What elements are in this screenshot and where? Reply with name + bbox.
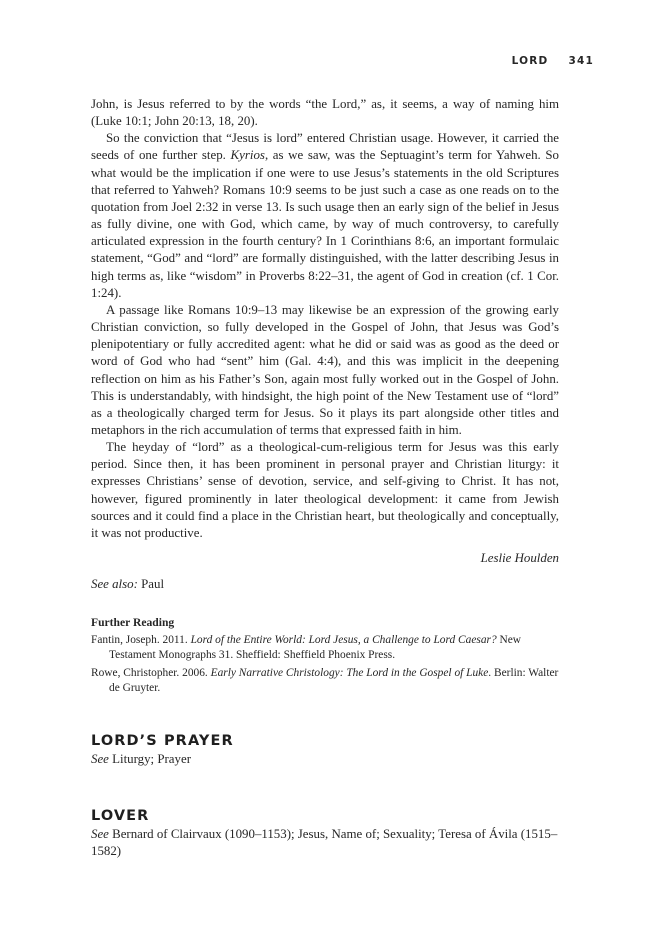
see-targets: Bernard of Clairvaux (1090–1153); Jesus, Name of; Sexuality; Teresa of Ávila (1515–1582) — [91, 826, 558, 858]
author-signature: Leslie Houlden — [480, 551, 559, 566]
paragraph-2-rest: , as we saw, was the Septuagint’s term for Yahweh. So what would be the implication if one were to use Jesus’s statements in the old Scriptures that referred to Yahweh? Romans 10:9 seems to be just such a case as one reads on to the quotation from Joel 2:32 in verse 13. Is such usage then an early sign of the belief in Jesus as fully divine, one with God, which came, by way of much controversy, to carefully articulated expression in the fourth century? In 1 Corinthians 8:6, an important formulaic statement, “God” and “lord” are formally distinguished, with the latter describing Jesus in high terms as, like “wisdom” in Proverbs 8:22–31, the agent of God in creation (cf. 1 Cor. 1:24). — [91, 148, 559, 300]
further-reading — [91, 615, 559, 697]
page-content — [91, 96, 559, 860]
running-head — [512, 55, 594, 67]
see-also — [91, 576, 559, 593]
reference-entry — [91, 666, 559, 697]
further-reading-heading: Further Reading — [91, 616, 175, 630]
see-targets: Liturgy; Prayer — [108, 751, 191, 766]
reference-title: Lord of the Entire World: Lord Jesus, a Challenge to Lord Caesar? — [190, 634, 497, 647]
see-also-value: Paul — [137, 577, 165, 592]
entry-lords-prayer — [91, 731, 559, 768]
reference-title: Early Narrative Christology: The Lord in the Gospel of Luke — [210, 666, 489, 679]
reference-author: Rowe, Christopher. 2006. — [91, 666, 211, 679]
paragraph-3: A passage like Romans 10:9–13 may likewise be an expression of the growing early Christian conviction, so fully developed in the Gospel of John, that Jesus was God’s plenipotentiary or fully accredited agent: what he did or said was as good as the deed or word of God who had “sent” him (Gal. 4:4), and this was implicit in the deepening reflection on him as his Father’s Son, again most fully worked out in the Gospel of John. This is understandably, with hindsight, the high point of the New Testament use of “lord” as a theologically charged term for Jesus. So it plays its part alongside other titles and metaphors in the rich accumulation of terms that expressed faith in him. — [91, 302, 559, 437]
article-body — [91, 96, 559, 542]
running-head-title: LORD — [511, 55, 549, 67]
see-label: See — [91, 751, 109, 766]
paragraph-2-start: So the conviction that “Jesus is lord” entered Christian usage. However, it carried the seeds of one further step. — [91, 131, 559, 163]
reference-details: . Berlin: Walter de Gruyter. — [109, 666, 559, 695]
paragraph-1: John, is Jesus referred to by the words “the Lord,” as, it seems, a way of naming him (Luke 10:1; John 20:13, 18, 20). — [91, 97, 559, 129]
entry-cross-reference — [91, 826, 559, 860]
entry-cross-reference — [91, 751, 559, 768]
reference-entry — [91, 633, 559, 664]
paragraph-2-italic-term: Kyrios — [230, 148, 265, 163]
reference-author: Fantin, Joseph. 2011. — [91, 634, 191, 647]
paragraph-4: The heyday of “lord” as a theological-cum-religious term for Jesus was this early period. Since then, it has been prominent in personal prayer and Christian liturgy: it expresses Christians’ sense of devotion, service, and self-giving to Christ. It has not, however, figured prominently in later theological development: it came from Jewish sources and it could find a place in the Christian heart, but theologically and conceptually, it was not productive. — [91, 440, 559, 540]
entry-lover — [91, 806, 559, 860]
entry-heading: LORD’S PRAYER — [91, 732, 234, 749]
paragraph-2 — [91, 130, 559, 302]
entry-heading: LOVER — [91, 807, 150, 824]
page-number: 341 — [568, 55, 594, 67]
reference-details: New Testament Monographs 31. Sheffield: Sheffield Phoenix Press. — [109, 634, 521, 662]
see-also-label: See also: — [91, 577, 138, 592]
see-label: See — [91, 826, 109, 841]
